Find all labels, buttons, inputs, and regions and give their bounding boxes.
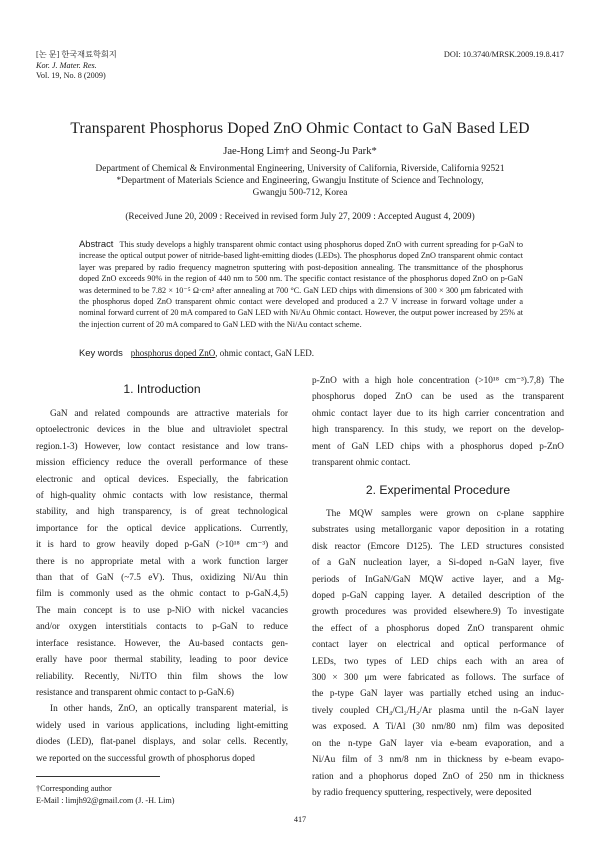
text-line: mission efficiency reduce the overall performance of these [36,458,288,469]
text-line: electronic and optical devices. Especially, the fabrication [36,474,288,485]
text-line: there is no appropriate metal with a work function larger [36,556,288,567]
affiliation-line: Gwangju 500-712, Korea [252,188,348,198]
text-line: optoelectronic devices in the blue and ultraviolet spectral [36,425,288,436]
text-line: interface resistance. However, the Au-based contacts gen- [36,638,288,649]
text-line: ohmic contact layer due to its high carrier concentration and [312,408,564,419]
authors: Jae-Hong Lim† and Seong-Ju Park* [223,146,377,157]
text-line: p-ZnO with a high hole concentration (>10¹⁸ cm⁻³).7,8) The [312,376,564,386]
text-line: it is hard to grow heavily doped p-GaN (>10¹⁸ cm⁻³) and [36,540,288,551]
text-line: periods of InGaN/GaN MQW active layer, and a Mg- [312,574,564,585]
footnote [36,783,175,806]
right-column-top [312,373,564,471]
left-column [36,406,288,767]
text-line: resistance and transparent ohmic contact to p-GaN.6) [36,687,234,698]
text-line: LEDs, two types of LED chips each with an area of [312,656,564,667]
text-line: growth procedures was provided elsewhere.9) To investigate [312,607,564,618]
text-line: by radio frequency sputtering, respectively, were deposited [312,787,532,798]
text-line: phosphorus doped ZnO can be used as the transparent [312,392,564,403]
intro-paragraph-3 [312,373,564,471]
journal-info [36,50,117,82]
journal-volume: Vol. 19, No. 8 (2009) [36,71,106,80]
text-line: we reported on the successful growth of phosphorus doped [36,753,255,764]
doi: DOI: 10.3740/MRSK.2009.19.8.417 [443,50,564,59]
journal-category: [논 문] 한국재료학회지 [36,50,117,59]
text-line: tively coupled CH₄/Cl₂/H₂/Ar plasma until the n-GaN layer [312,705,564,716]
text-line: importance for the optical device applications. Currently, [36,523,288,534]
page-number: 417 [293,815,307,824]
text-line: GaN and related compounds are attractive materials for [50,409,288,419]
affiliation-line: *Department of Materials Science and Engineering, Gwangju Institute of Science and Technology, [116,176,484,186]
affiliation-line: Department of Chemical & Environmental Engineering, University of California, Riverside, California 92521 [95,164,505,174]
text-line: widely used in various applications, including light-emitting [36,720,288,731]
email: E-Mail : limjh92@gmail.com (J. -H. Lim) [36,795,175,805]
experimental-paragraph [312,506,564,801]
text-line: film is commonly used as the ohmic contact to p-GaN.4,5) [36,589,288,600]
text-line: stability, and high transparency, is of great technological [36,507,288,518]
affiliations [0,163,600,199]
abstract-text: This study develops a highly transparent ohmic contact using phosphorus doped ZnO with current spreading for p-GaN to increase the optical output power of nitride-based light-emitting diodes (LEDs). The phosphorus doped ZnO transparent ohmic contact layer was prepared by radio frequency magnetron sputtering with post-deposition annealing. The transmittance of the phosphorus doped ZnO exceeds 90% in the region of 440 nm to 500 nm. The specific contact resistance of the phosphorus doped ZnO on p-GaN was determined to be 7.82 × 10⁻⁵ Ω·cm² after annealing at 700 °C. GaN LED chips with dimensions of 300 × 300 μm fabricated with the phosphorus doped ZnO transparent ohmic contact were developed and produced a 2.7 V increase in forward voltage under a nominal forward current of 20 mA compared to GaN LED with Ni/Au Ohmic contact. However, the output power increased by 25% at the injection current of 20 mA compared to GaN LED with the Ni/Au contact scheme. [79,240,523,329]
text-line: region.1-3) However, low contact resistance and low trans- [36,441,288,452]
text-line: reliability. Recently, Ni/ITO thin film shows the low [36,671,288,682]
text-line: of high-quality ohmic contacts with low resistance, thermal [36,491,288,502]
footnote-rule [36,776,160,777]
keyword-link[interactable]: phosphorus doped ZnO [130,348,216,358]
text-line: ment of GaN LED chips with a phosphorus doped p-ZnO [312,441,564,452]
text-line: and/or oxygen interstitials contacts to p-GaN to reduce [36,622,288,633]
corresponding-author: †Corresponding author [36,784,112,793]
text-line: was exposed. A Ti/Al (30 nm/80 nm) film was deposited [312,722,564,733]
right-column-bottom [312,506,564,801]
text-line: The main concept is to use p-NiO with nickel vacancies [36,605,288,616]
intro-paragraph-1 [36,406,288,701]
text-line: 300 × 300 μm were fabricated as follows. The surface of [312,673,564,684]
abstract-label: Abstract [79,238,114,249]
intro-paragraph-2 [36,701,288,767]
text-line: the effect of a phosphorus doped ZnO transparent ohmic [312,623,564,634]
text-line: diodes (LED), flat-panel displays, and solar cells. Recently, [36,737,288,748]
text-line: on the n-type GaN layer via e-beam evaporation, and a [312,738,564,749]
section-heading-introduction: 1. Introduction [123,382,201,396]
text-line: Ni/Au film of 3 nm/8 nm in thickness by e-beam evapo- [312,755,564,766]
keywords-label: Key words [79,347,123,358]
text-line: than that of GaN (~7.5 eV). Thus, oxidizing Ni/Au thin [36,573,288,584]
text-line: substrates using metallorganic vapor deposition in a rotating [312,525,564,536]
abstract [79,238,523,330]
section-heading-experimental: 2. Experimental Procedure [365,483,511,497]
text-line: high transparency. In this study, we report on the develop- [312,425,564,436]
received-dates: (Received June 20, 2009 : Received in revised form July 27, 2009 : Accepted August 4, 2009) [125,212,475,222]
text-line: erally have poor thermal stability, leading to poor device [36,655,288,666]
text-line: contact layer on electrical and optical performance of [312,640,564,651]
paper-title: Transparent Phosphorus Doped ZnO Ohmic Contact to GaN Based LED [70,120,530,137]
text-line: doped p-GaN capping layer. A detailed description of the [312,591,564,602]
text-line: ration and a phophorus doped ZnO of 250 nm in thickness [312,771,564,782]
text-line: the p-type GaN layer was partially etched using an induc- [312,689,564,700]
keywords-rest: , ohmic contact, GaN LED. [215,348,314,358]
text-line: disk reactor (Emcore D125). The LED structures consisted [312,541,564,552]
journal-name: Kor. J. Mater. Res. [36,60,97,70]
text-line: of a GaN nucleation layer, a Si-doped n-GaN layer, five [312,558,564,569]
text-line: transparent ohmic contact. [312,458,411,469]
text-line: In other hands, ZnO, an optically transparent material, is [50,704,288,715]
text-line: The MQW samples were grown on c-plane sapphire [326,509,564,519]
keywords [79,347,314,358]
